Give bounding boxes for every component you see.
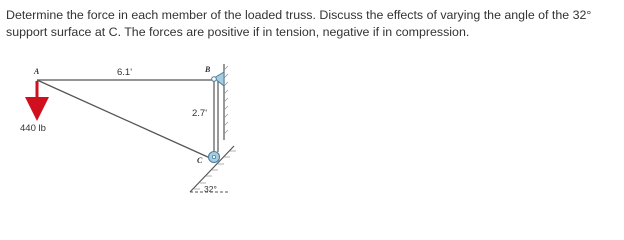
label-load: 440 lb [20, 123, 46, 134]
problem-statement: Determine the force in each member of the loaded truss. Discuss the effects of varying the angle of the 32° support surface at C. The forces are positive if in tension, negative if in compression. [6, 8, 592, 39]
label-dim-ab: 6.1' [117, 67, 133, 78]
member-ac [37, 80, 210, 158]
wall-b-hatch [224, 66, 228, 134]
label-joint-b: B [205, 65, 211, 74]
label-joint-a: A [34, 67, 40, 76]
roller-c-pin [212, 155, 215, 158]
label-dim-bc: 2.7' [192, 108, 208, 119]
pin-b [212, 77, 217, 82]
label-angle: 32° [204, 184, 217, 194]
label-joint-c: C [197, 156, 203, 165]
